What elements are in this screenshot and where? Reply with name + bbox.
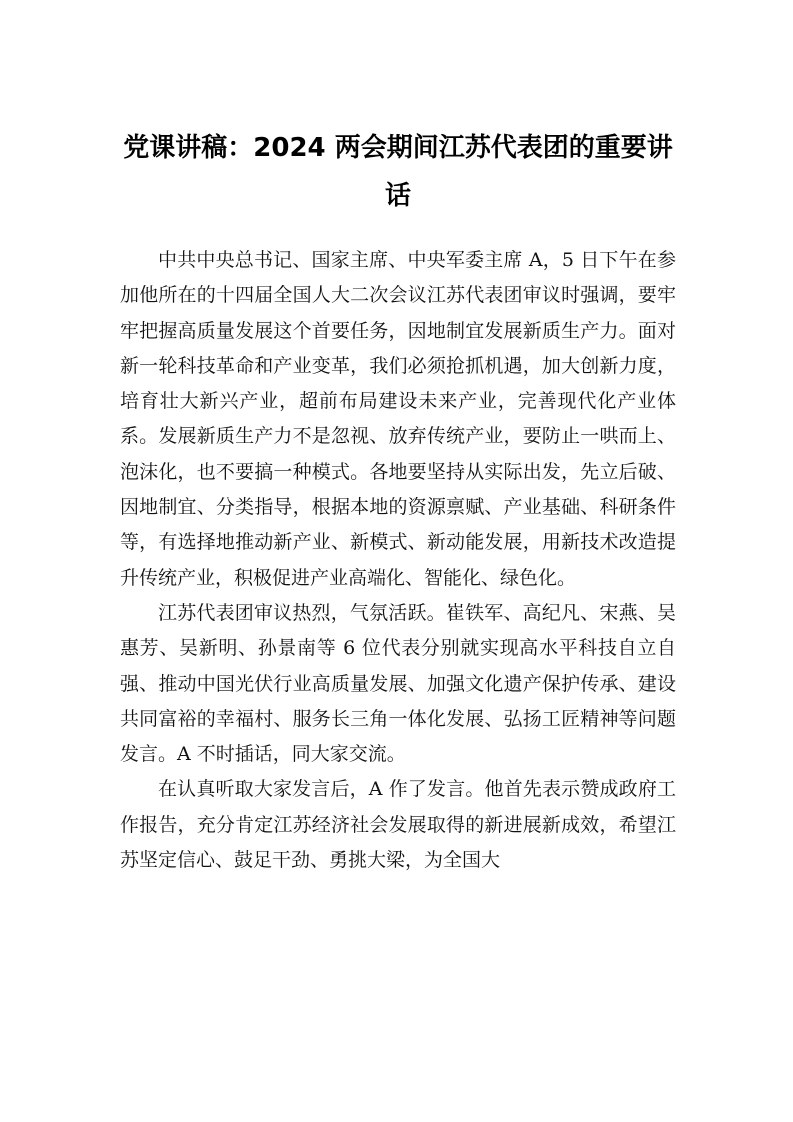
paragraph-3: 在认真听取大家发言后，A 作了发言。他首先表示赞成政府工作报告，充分肯定江苏经济社会发展取得的新进展新成效，希望江苏坚定信心、鼓足干劲、勇挑大梁，为全国大: [120, 778, 676, 872]
paragraph-1: 中共中央总书记、国家主席、中央军委主席 A，5 日下午在参加他所在的十四届全国人大二次会议江苏代表团审议时强调，要牢牢把握高质量发展这个首要任务，因地制宜发展新质生产力。面对新一轮科技革命和产业变革，我们必须抢抓机遇，加大创新力度，培育壮大新兴产业，超前布局建设未来产业，完善现代化产业体系。发展新质生产力不是忽视、放弃传统产业，要防止一哄而上、泡沫化，也不要搞一种模式。各地要坚持从实际出发，先立后破、因地制宜、分类指导，根据本地的资源禀赋、产业基础、科研条件等，有选择地推动新产业、新模式、新动能发展，用新技术改造提升传统产业，积极促进产业高端化、智能化、绿色化。: [120, 249, 676, 589]
document-body: [120, 243, 676, 878]
paragraph-2: 江苏代表团审议热烈，气氛活跃。崔铁军、高纪凡、宋燕、吴惠芳、吴新明、孙景南等 6 位代表分别就实现高水平科技自立自强、推动中国光伏行业高质量发展、加强文化遗产保护传承、建设共同富裕的幸福村、服务长三角一体化发展、弘扬工匠精神等问题发言。A 不时插话，同大家交流。: [120, 601, 676, 766]
document-title: 党课讲稿：2024 两会期间江苏代表团的重要讲话: [123, 133, 673, 211]
